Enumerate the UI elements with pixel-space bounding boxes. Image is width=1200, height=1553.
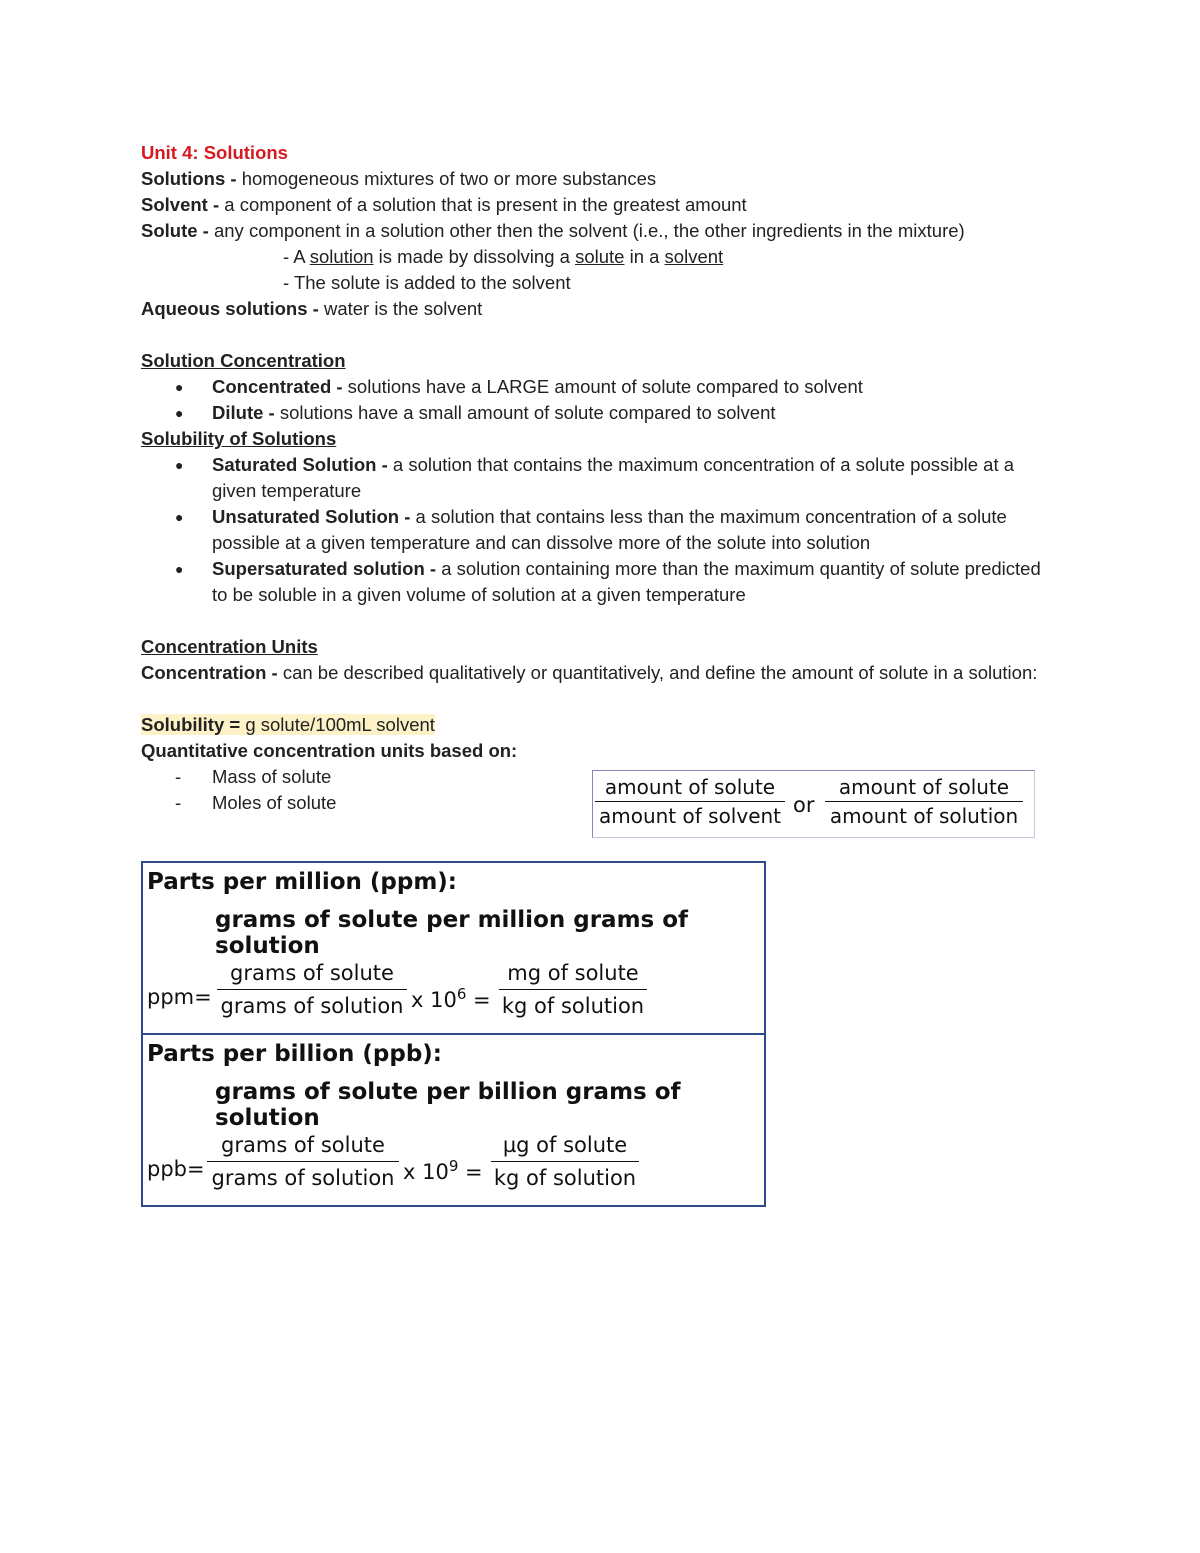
fraction-denominator: kg of solution [501,994,645,1018]
quant-heading: Quantitative concentration units based on: [141,740,518,761]
fraction-numerator: amount of solute [825,775,1023,802]
fraction-denominator: amount of solution [829,804,1019,828]
section-heading-solubility: Solubility of Solutions [141,428,337,449]
fraction-denominator: kg of solution [493,1166,637,1190]
fraction-numerator: grams of solute [207,1133,399,1162]
def-solute: Solute - any component in a solution other then the solvent (i.e., the other ingredients in the mixture) [141,220,965,241]
concentration-fraction-box [592,770,1035,838]
def-solvent: Solvent - a component of a solution that is present in the greatest amount [141,194,747,215]
ppb-label: ppb= [147,1157,205,1181]
ppb-subtitle: grams of solute per billion grams of solution [215,1079,681,1131]
fraction-denominator: grams of solution [211,1166,395,1190]
fraction-numerator: mg of solute [499,961,647,990]
ppm-equation [147,961,747,1031]
ppb-cell [143,1035,764,1205]
list-item: ● Dilute - solutions have a small amount of solute compared to solvent [175,402,776,423]
section-heading-units: Concentration Units [141,636,318,657]
or-label: or [793,793,815,817]
fraction-solute-solvent [595,775,785,828]
fraction-numerator: amount of solute [595,775,785,802]
ppm-cell [143,863,764,1035]
list-item: ● Supersaturated solution - a solution containing more than the maximum quantity of solute predicted to be soluble in a given volume of solution at a given temperature [175,558,1041,605]
list-item: ● Concentrated - solutions have a LARGE amount of solute compared to solvent [175,376,863,397]
list-item: - Mass of solute [175,766,332,787]
list-item: - Moles of solute [175,792,337,813]
ppb-fraction-ug [491,1133,639,1190]
ppb-multiplier: x $10^9$ = [403,1157,483,1184]
ppm-fraction-grams [217,961,407,1018]
fraction-numerator: µg of solute [491,1133,639,1162]
def-concentration: Concentration - can be described qualitatively or quantitatively, and define the amount of solute in a solution: [141,662,1038,683]
section-heading-concentration: Solution Concentration [141,350,346,371]
fraction-solute-solution [825,775,1023,828]
fraction-denominator: amount of solvent [598,804,782,828]
ppm-label: ppm= [147,985,212,1009]
def-aqueous: Aqueous solutions - water is the solvent [141,298,483,319]
page-title: Unit 4: Solutions [141,142,288,163]
solubility-list [141,452,1061,608]
def-solutions: Solutions - homogeneous mixtures of two or more substances [141,168,657,189]
ppm-title: Parts per million (ppm): [147,869,458,895]
note-solution-made: - A solution is made by dissolving a solute in a solvent [283,246,724,267]
fraction-numerator: grams of solute [217,961,407,990]
ppm-subtitle: grams of solute per million grams of solution [215,907,689,959]
document-body [141,140,1061,816]
ppm-fraction-mg [499,961,647,1018]
list-item: ● Unsaturated Solution - a solution that contains less than the maximum concentration of a solute possible at a given temperature and can dissolve more of the solute into solution [175,506,1007,553]
ppm-multiplier: x $10^6$ = [411,985,491,1012]
ppb-equation [147,1133,747,1203]
list-item: ● Saturated Solution - a solution that contains the maximum concentration of a solute possible at a given temperature [175,454,1015,501]
note-solute-added: - The solute is added to the solvent [283,272,571,293]
fraction-denominator: grams of solution [220,994,404,1018]
solubility-formula: Solubility = g solute/100mL solvent [141,714,435,735]
ppb-fraction-grams [207,1133,399,1190]
ppb-title: Parts per billion (ppb): [147,1041,443,1067]
concentration-list [141,374,1061,426]
ppm-ppb-table [141,861,766,1207]
